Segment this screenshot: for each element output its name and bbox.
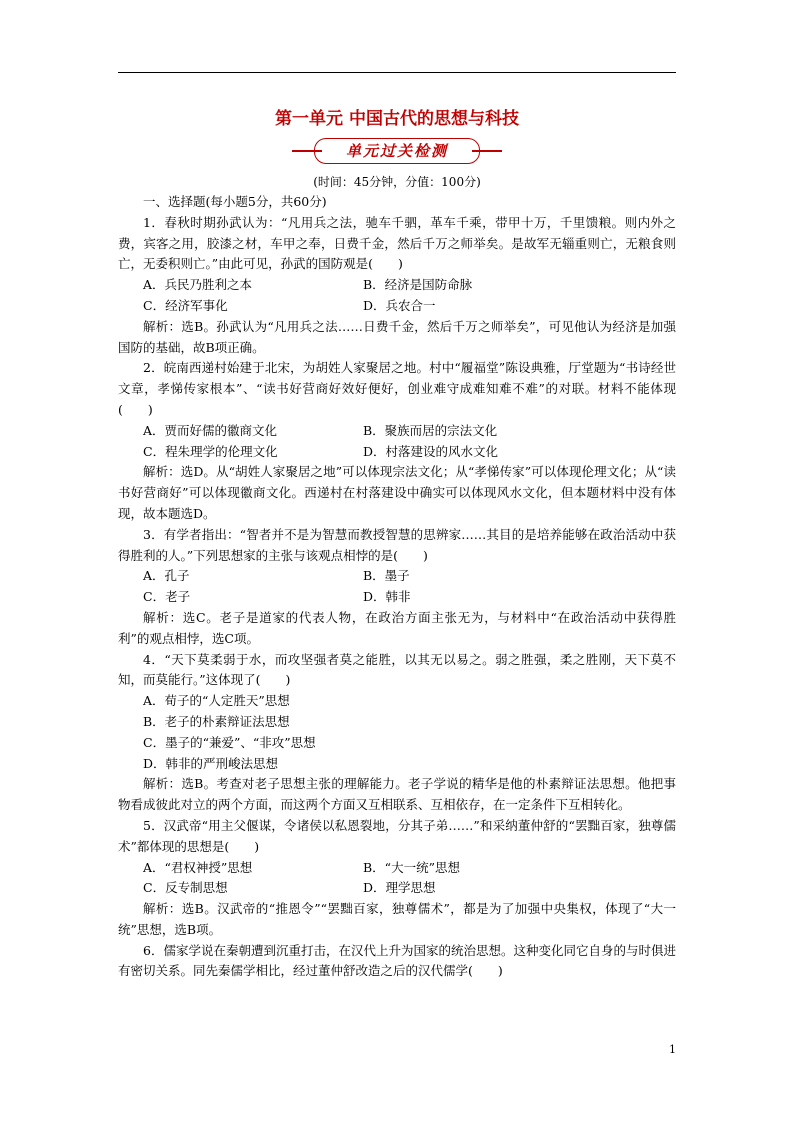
- document-page: [118, 108, 676, 982]
- question-3-analysis: 解析：选C。老子是道家的代表人物，在政治方面主张无为，与材料中“在政治活动中获得胜利”的观点相悖，选C项。: [118, 609, 676, 646]
- q2-option-c: C．程朱理学的伦理文化: [143, 443, 278, 459]
- header-rule: [118, 72, 676, 73]
- q1-option-c: C．经济军事化: [143, 297, 228, 313]
- q4-option-c: C．墨子的“兼爱”、“非攻”思想: [143, 734, 316, 750]
- q3-option-c: C．老子: [143, 589, 191, 605]
- question-4-analysis: 解析：选B。考查对老子思想主张的理解能力。老子学说的精华是他的朴素辩证法思想。他把事物看成彼此对立的两个方面，而这两个方面又互相联系、互相依存，在一定条件下互相转化。: [118, 776, 676, 813]
- page-number: 1: [669, 1043, 676, 1056]
- question-3-stem: 3．有学者指出：“智者并不是为智慧而教授智慧的思辨家……其目的是培养能够在政治活动中获得胜利的人。”下列思想家的主张与该观点相悖的是( ): [118, 526, 676, 563]
- question-1-options-row-1: [118, 275, 676, 296]
- unit-banner: [292, 138, 502, 164]
- question-5-analysis: 解析：选B。汉武帝的“推恩令”“罢黜百家，独尊儒术”，都是为了加强中央集权，体现了“大一统”思想，选B项。: [118, 901, 676, 937]
- question-5-options-row-2: [118, 878, 676, 899]
- q5-option-b: B．“大一统”思想: [363, 859, 460, 875]
- question-2-stem: 2．皖南西递村始建于北宋，为胡姓人家聚居之地。村中“履福堂”陈设典雅，厅堂题为“书诗经世文章，孝悌传家根本”、“读书好营商好效好便好，创业难守成难知难不难”的对联。材料不能体现( ): [118, 360, 676, 417]
- q2-option-d: D．村落建设的风水文化: [363, 443, 499, 459]
- question-3-options-row-2: [118, 587, 676, 608]
- question-5-options-row-1: [118, 858, 676, 879]
- q2-option-b: B．聚族而居的宗法文化: [363, 422, 498, 438]
- q4-option-b: B．老子的朴素辩证法思想: [143, 713, 290, 729]
- q3-option-b: B．墨子: [363, 568, 410, 584]
- q5-option-a: A．“君权神授”思想: [143, 859, 253, 875]
- q5-option-c: C．反专制思想: [143, 880, 228, 896]
- question-2-analysis: 解析：选D。从“胡姓人家聚居之地”可以体现宗法文化；从“孝悌传家”可以体现伦理文化；从“读书好营商好”可以体现徽商文化。西递村在村落建设中确实可以体现风水文化，但本题材料中没有体现，故本题选D。: [118, 464, 676, 521]
- q1-option-b: B．经济是国防命脉: [363, 277, 473, 293]
- q5-option-d: D．理学思想: [363, 880, 436, 896]
- question-3-options-row-1: [118, 566, 676, 587]
- q4-option-d: D．韩非的严刑峻法思想: [143, 755, 279, 771]
- unit-title: 第一单元 中国古代的思想与科技: [275, 109, 519, 129]
- question-1-stem: 1．春秋时期孙武认为：“凡用兵之法，驰车千驷，革车千乘，带甲十万，千里馈粮。则内外之费，宾客之用，胶漆之材，车甲之奉，日费千金，然后千万之师举矣。是故军无辎重则亡，无粮食则亡，无委积则亡。”由此可见，孙武的国防观是( ): [118, 214, 676, 272]
- q1-option-a: A．兵民乃胜利之本: [143, 277, 253, 293]
- q4-option-a: A．荀子的“人定胜天”思想: [143, 693, 290, 709]
- q3-option-a: A．孔子: [143, 568, 190, 584]
- question-2-options-row-2: [118, 442, 676, 463]
- question-4-stem: 4．“天下莫柔弱于水，而攻坚强者莫之能胜，以其无以易之。弱之胜强，柔之胜刚，天下莫不知，而莫能行。”这体现了( ): [118, 651, 676, 688]
- exam-meta: (时间：45分钟，分值：100分): [313, 175, 481, 189]
- question-2-options-row-1: [118, 421, 676, 442]
- question-1-options-row-2: [118, 296, 676, 317]
- question-1-analysis: 解析：选B。孙武认为“凡用兵之法……日费千金，然后千万之师举矣”，可见他认为经济是加强国防的基础，故B项正确。: [118, 318, 676, 355]
- q3-option-d: D．韩非: [363, 589, 411, 605]
- banner-label: 单元过关检测: [314, 138, 480, 164]
- question-6-stem: 6．儒家学说在秦朝遭到沉重打击，在汉代上升为国家的统治思想。这种变化同它自身的与时俱进有密切关系。同先秦儒学相比，经过董仲舒改造之后的汉代儒学( ): [118, 942, 676, 979]
- section-title: 一、选择题(每小题5分，共60分): [143, 194, 327, 209]
- q2-option-a: A．贾而好儒的徽商文化: [143, 422, 278, 438]
- q1-option-d: D．兵农合一: [363, 297, 436, 313]
- question-5-stem: 5．汉武帝“用主父偃谋，令诸侯以私恩裂地，分其子弟……”和采纳董仲舒的“罢黜百家，独尊儒术”都体现的思想是( ): [118, 817, 676, 854]
